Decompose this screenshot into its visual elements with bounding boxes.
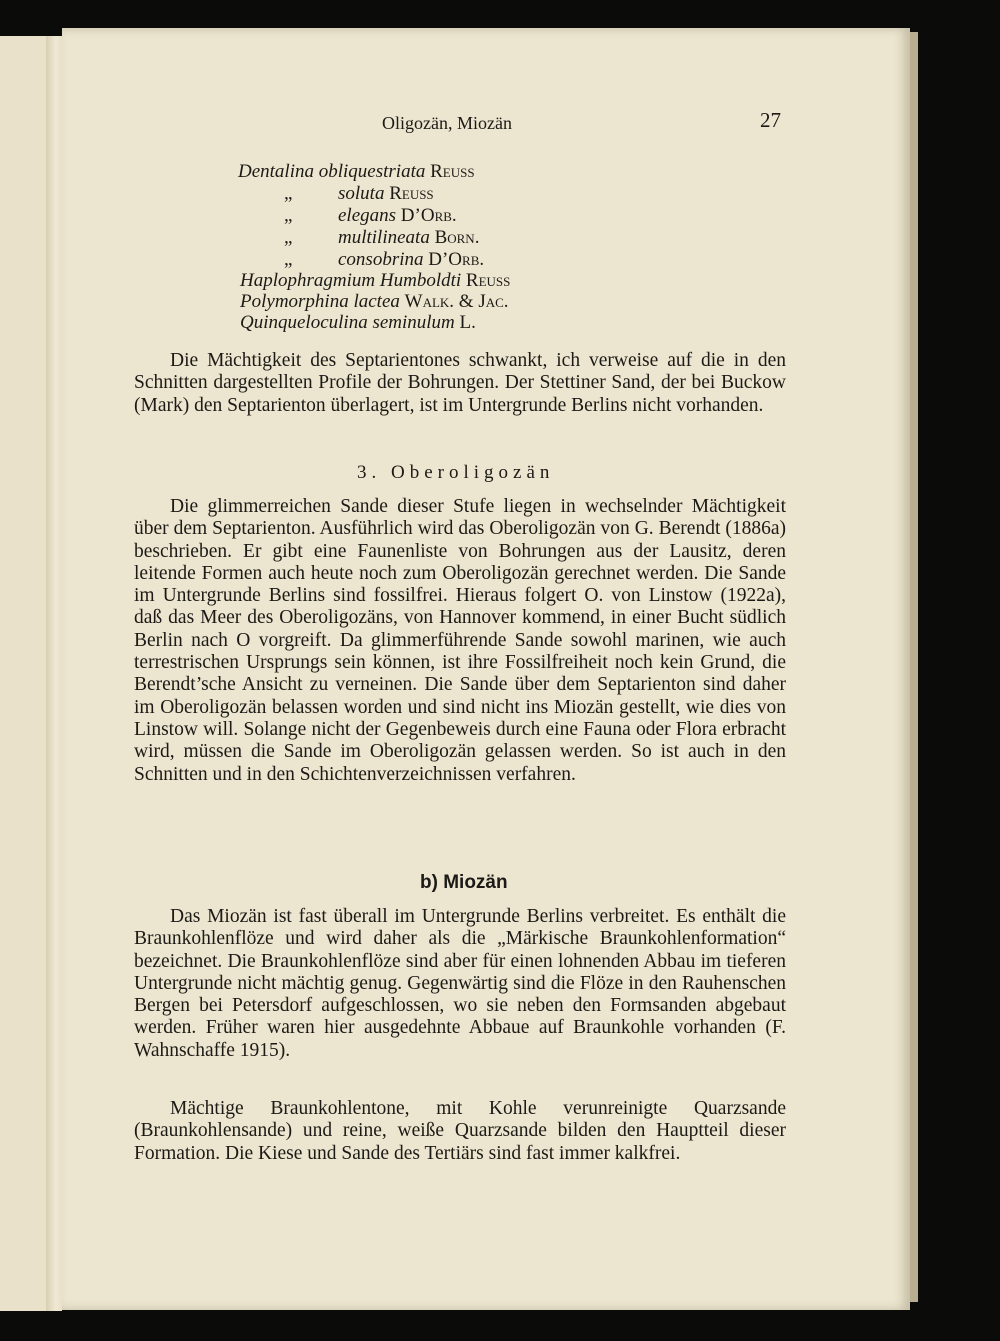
book-spine: [46, 36, 62, 1311]
page-edge-shadow: [910, 32, 918, 1302]
species-line: „ elegans D’Orb.: [284, 205, 457, 226]
species-line: Dentalina obliquestriata Reuss: [238, 161, 475, 182]
species-line: Quinqueloculina seminulum L.: [240, 312, 476, 333]
species-line: „ multilineata Born.: [284, 227, 480, 248]
paragraph-septarienton: Die Mächtigkeit des Septarientones schwankt, ich verweise auf die in den Schnitten dargestellten Profile der Bohrungen. Der Stettiner Sand, der bei Buckow (Mark) den Septarienton überlagert, ist im Untergrunde Berlins nicht vorhanden.: [134, 350, 786, 416]
species-line: Polymorphina lactea Walk. & Jac.: [240, 291, 509, 312]
species-line: „ consobrina D’Orb.: [284, 249, 485, 270]
section-heading-oberoligozaen: 3. Oberoligozän: [357, 462, 555, 483]
paragraph-miozaen-2: Mächtige Braunkohlentone, mit Kohle verunreinigte Quarzsande (Braunkohlensande) und reine, weiße Quarzsande bilden den Hauptteil dieser Formation. Die Kiese und Sande des Tertiärs sind fast immer kalkfrei.: [134, 1098, 786, 1164]
running-header: Oligozän, Miozän: [382, 113, 512, 133]
facing-page-edge: [0, 36, 46, 1311]
paragraph-oberoligozaen: Die glimmerreichen Sande dieser Stufe liegen in wechselnder Mächtigkeit über dem Septarienton. Ausführlich wird das Oberoligozän von G. Berendt (1886a) beschrieben. Er gibt eine Faunenliste von Bohrungen aus der Lausitz, deren leitende Formen auch heute noch zum Oberoligozän gerechnet werden. Die Sande im Untergrunde Berlins sind fossilfrei. Hieraus folgert O. von Linstow (1922a), daß das Meer des Oberoligozäns, von Hannover kommend, in einer Bucht südlich Berlin nach O vorgreift. Da glimmerführende Sande sowohl marinen, wie auch terrestrischen Ursprungs sein können, ist ihre Fossilfreiheit noch kein Grund, die Berendt’sche Ansicht zu verneinen. Die Sande über dem Septarienton sind daher im Oberoligozän belassen worden und sind nicht ins Miozän gestellt, wie dies von Linstow will. Solange nicht der Gegenbeweis durch eine Fauna oder Flora erbracht wird, müssen die Sande im Oberoligozän gelassen werden. So ist auch in den Schnitten und in den Schichtenverzeichnissen verfahren.: [134, 496, 786, 785]
section-heading-miozaen: b) Miozän: [420, 872, 508, 893]
paragraph-miozaen-1: Das Miozän ist fast überall im Untergrunde Berlins verbreitet. Es enthält die Braunkohlenflöze und wird daher als die „Märkische Braunkohlenformation“ bezeichnet. Die Braunkohlenflöze sind aber für einen lohnenden Abbau im tieferen Untergrunde nicht mächtig genug. Gegenwärtig sind die Flöze in den Rauhenschen Bergen bei Petersdorf aufgeschlossen, wo sie neben den Formsanden abgebaut werden. Früher waren hier ausgedehnte Abbaue auf Braunkohle vorhanden (F. Wahnschaffe 1915).: [134, 906, 786, 1061]
species-line: „ soluta Reuss: [284, 183, 434, 204]
species-line: Haplophragmium Humboldti Reuss: [240, 270, 511, 291]
page-number: 27: [760, 108, 781, 132]
